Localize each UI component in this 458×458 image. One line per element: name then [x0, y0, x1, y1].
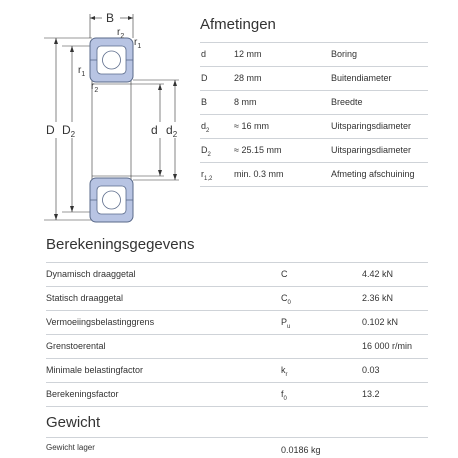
- symbol-base: B: [201, 97, 208, 107]
- dimension-description: Buitendiameter: [331, 73, 392, 83]
- calc-value: 2.36 kN: [362, 293, 394, 303]
- calc-value: 0.102 kN: [362, 317, 399, 327]
- symbol: [201, 145, 211, 158]
- weight-name: Gewicht lager: [46, 443, 95, 452]
- symbol-base: C: [281, 293, 288, 303]
- symbol-base: P: [281, 317, 288, 327]
- symbol: [281, 269, 288, 279]
- row-divider: [200, 42, 428, 43]
- label-d: d: [151, 123, 158, 137]
- row-divider: [46, 334, 428, 335]
- row-divider: [46, 437, 428, 438]
- label-r2-top: $r_2$: [117, 27, 125, 40]
- row-divider: [46, 310, 428, 311]
- symbol: [201, 49, 206, 59]
- bottom-ring-section: [90, 178, 133, 222]
- row-divider: [46, 406, 428, 407]
- bearing-drawing: [0, 0, 190, 230]
- symbol-base: C: [281, 269, 288, 279]
- symbol-base: k: [281, 365, 286, 375]
- row-divider: [200, 186, 428, 187]
- symbol: [201, 169, 212, 182]
- calc-value: 13.2: [362, 389, 380, 399]
- row-divider: [200, 114, 428, 115]
- dimension-description: Breedte: [331, 97, 363, 107]
- label-b: B: [106, 11, 115, 25]
- dimension-value: min. 0.3 mm: [234, 169, 284, 179]
- symbol: [281, 293, 291, 306]
- dimension-description: Uitsparingsdiameter: [331, 145, 412, 155]
- row-divider: [200, 66, 428, 67]
- label-r1-top: $r_1$: [134, 37, 142, 50]
- symbol: [201, 97, 207, 107]
- symbol-base: D: [201, 145, 208, 155]
- row-divider: [46, 262, 428, 263]
- weight-value: 0.0186 kg: [281, 445, 321, 455]
- label-D2: $D_2$: [62, 123, 76, 139]
- dimensions-title: Afmetingen: [200, 16, 276, 33]
- dimension-value: 12 mm: [234, 49, 262, 59]
- symbol: [201, 73, 208, 83]
- symbol-subscript: 2: [206, 127, 210, 134]
- calc-name: Statisch draaggetal: [46, 293, 124, 303]
- calc-value: 4.42 kN: [362, 269, 394, 279]
- top-ring-section: [90, 38, 133, 82]
- symbol: [281, 317, 290, 330]
- dimension-value: 28 mm: [234, 73, 262, 83]
- symbol-subscript: 1,2: [204, 175, 213, 182]
- dimension-description: Boring: [331, 49, 358, 59]
- calculation-title: Berekeningsgegevens: [46, 236, 195, 253]
- dimension-description: Uitsparingsdiameter: [331, 121, 412, 131]
- row-divider: [200, 90, 428, 91]
- dimension-value: 8 mm: [234, 97, 257, 107]
- symbol-subscript: 2: [207, 151, 211, 158]
- symbol-subscript: 0: [283, 395, 287, 402]
- label-r1-left: $r_1$: [78, 65, 86, 78]
- label-r2-left: $r_2$: [91, 81, 99, 94]
- label-d2: $d_2$: [166, 123, 178, 139]
- symbol: [201, 121, 209, 134]
- row-divider: [46, 358, 428, 359]
- row-divider: [200, 162, 428, 163]
- calc-name: Dynamisch draaggetal: [46, 269, 136, 279]
- calc-value: 16 000 r/min: [362, 341, 413, 351]
- row-divider: [200, 138, 428, 139]
- row-divider: [46, 286, 428, 287]
- symbol-base: d: [201, 49, 207, 59]
- symbol-subscript: u: [287, 323, 291, 330]
- row-divider: [46, 382, 428, 383]
- symbol-base: D: [201, 73, 208, 83]
- symbol: [281, 365, 288, 378]
- symbol-base: d: [201, 121, 207, 131]
- calc-value: 0.03: [362, 365, 380, 375]
- dimension-description: Afmeting afschuining: [331, 169, 415, 179]
- calc-name: Grenstoerental: [46, 341, 106, 351]
- symbol-base: f: [281, 389, 284, 399]
- symbol-subscript: 0: [287, 299, 291, 306]
- weight-title: Gewicht: [46, 414, 101, 431]
- label-D: D: [46, 123, 55, 137]
- symbol-subscript: r: [285, 371, 288, 378]
- calc-name: Berekeningsfactor: [46, 389, 119, 399]
- calc-name: Minimale belastingfactor: [46, 365, 144, 375]
- calc-name: Vermoeiingsbelastinggrens: [46, 317, 155, 327]
- symbol-base: r: [201, 169, 204, 179]
- symbol: [281, 389, 287, 402]
- dimension-value: ≈ 16 mm: [234, 121, 269, 131]
- dimension-value: ≈ 25.15 mm: [234, 145, 282, 155]
